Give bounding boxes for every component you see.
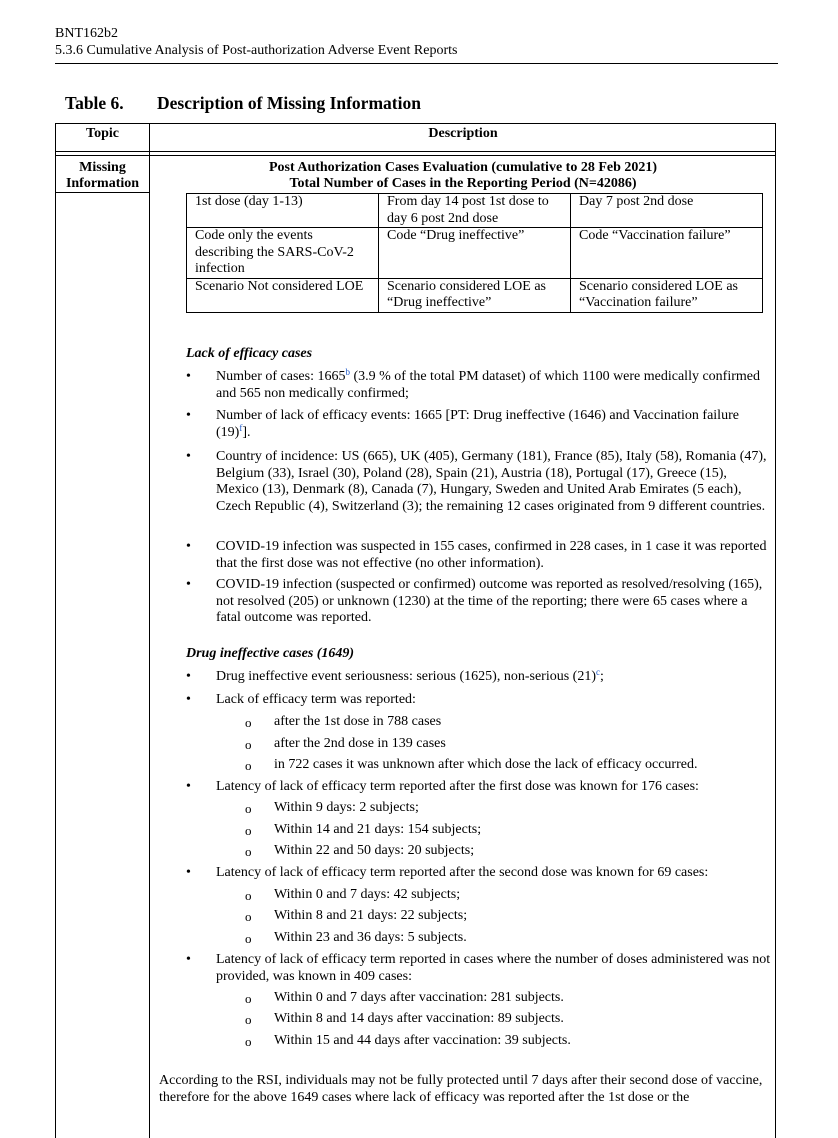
list-item: COVID-19 infection was suspected in 155 cases, confirmed in 228 cases, in 1 case it was reported that the first dose was not effective (no other information). [216,539,767,571]
topic-column-header: Topic [86,126,119,141]
sub-list-item: Within 9 days: 2 subjects; [274,800,419,815]
table-number: Table 6. [65,93,124,113]
list-item: Latency of lack of efficacy term reported after the second dose was known for 69 cases: [216,865,709,880]
sub-bullet-icon: o [245,844,252,859]
document-header [55,25,457,59]
evaluation-heading-line2: Total Number of Cases in the Reporting Period (N=42086) [289,176,637,191]
header-rule [55,63,778,64]
table-cell: Code only the events describing the SARS-CoV-2 infection [187,228,379,279]
table-caption-text: Description of Missing Information [157,93,421,113]
sub-bullet-icon: o [245,715,252,730]
topic-cell-line2: Information [65,176,140,191]
sub-list-item: Within 8 and 14 days after vaccination: 89 subjects. [274,1011,564,1026]
list-item: Number of cases: 1665$^b$ (3.9 % of the total PM dataset) of which 1100 were medically confirmed and 565 non medically confirmed; [216,367,760,401]
sub-list-item: in 722 cases it was unknown after which dose the lack of efficacy occurred. [274,757,698,772]
bullet-icon: • [186,369,191,384]
section-title: 5.3.6 Cumulative Analysis of Post-authorization Adverse Event Reports [55,43,458,58]
sub-bullet-icon: o [245,758,252,773]
list-item: Drug ineffective event seriousness: serious (1625), non-serious $(21)^c$; [216,667,604,684]
sub-bullet-icon: o [245,909,252,924]
bullet-icon: • [186,692,191,707]
sub-list-item: after the 2nd dose in 139 cases [274,736,446,751]
table-cell: Code “Vaccination failure” [571,228,763,279]
table-row [187,194,763,228]
table-caption [65,93,421,114]
table-cell: Scenario Not considered LOE [187,278,379,312]
table-cell: Scenario considered LOE as “Vaccination failure” [571,278,763,312]
sub-list-item: Within 8 and 21 days: 22 subjects; [274,908,468,923]
table-cell: Code “Drug ineffective” [379,228,571,279]
bullet-icon: • [186,539,191,554]
sub-bullet-icon: o [245,1012,252,1027]
table-row [187,228,763,279]
sub-list-item: Within 15 and 44 days after vaccination: 39 subjects. [274,1033,571,1048]
topic-cell-line1: Missing [79,160,126,175]
list-item: Country of incidence: US (665), UK (405), Germany (181), France (85), Italy (58), Romania (47), Belgium (33), Israel (30), Poland (28), Spain (21), Austria (18), Portugal (17), Greece (15), Mexico (13), Denmark (8), Canada (7), Hungary, Sweden and United Arab Emirates (5 each), Czech Republic (4), Switzerland (3); the remaining 12 cases originated from 9 different countries. [216,449,767,514]
coding-scenario-table [186,193,763,313]
list-item: Latency of lack of efficacy term reported in cases where the number of doses administered was not provided, was known in 409 cases: [216,952,771,984]
column-divider [149,123,150,1138]
closing-paragraph: According to the RSI, individuals may not be fully protected until 7 days after their second dose of vaccine, therefore for the above 1649 cases where lack of efficacy was reported after the 1st dose or the [159,1073,763,1105]
sub-bullet-icon: o [245,737,252,752]
table-cell: Day 7 post 2nd dose [571,194,763,228]
sub-bullet-icon: o [245,991,252,1006]
sub-list-item: Within 0 and 7 days after vaccination: 281 subjects. [274,990,564,1005]
sub-list-item: Within 22 and 50 days: 20 subjects; [274,843,475,858]
sub-bullet-icon: o [245,931,252,946]
list-item: Number of lack of efficacy events: 1665 [PT: Drug ineffective (1646) and Vaccination failure $(19)^f$]. [216,408,739,440]
bullet-icon: • [186,865,191,880]
bullet-icon: • [186,952,191,967]
sub-list-item: Within 23 and 36 days: 5 subjects. [274,930,467,945]
sub-list-item: Within 0 and 7 days: 42 subjects; [274,887,461,902]
table-row [187,278,763,312]
list-item: Latency of lack of efficacy term reported after the first dose was known for 176 cases: [216,779,699,794]
description-column-header: Description [428,126,498,141]
bullet-icon: • [186,669,191,684]
sub-bullet-icon: o [245,823,252,838]
evaluation-heading [150,160,776,192]
product-name: BNT162b2 [55,26,118,41]
sub-bullet-icon: o [245,888,252,903]
sub-list-item: Within 14 and 21 days: 154 subjects; [274,822,482,837]
list-item: Lack of efficacy term was reported: [216,692,416,707]
list-item: COVID-19 infection (suspected or confirmed) outcome was reported as resolved/resolving (165), not resolved (205) or unknown (1230) at the time of the reporting; there were 65 cases where a fatal outcome was reported. [216,577,763,625]
bullet-icon: • [186,779,191,794]
sub-bullet-icon: o [245,1034,252,1049]
sub-bullet-icon: o [245,801,252,816]
topic-row-divider [55,192,150,193]
sub-list-item: after the 1st dose in 788 cases [274,714,442,729]
table-cell: From day 14 post 1st dose to day 6 post 2nd dose [379,194,571,228]
bullet-icon: • [186,408,191,423]
lack-of-efficacy-heading: Lack of efficacy cases [186,346,313,361]
drug-ineffective-heading: Drug ineffective cases (1649) [186,646,355,661]
bullet-icon: • [186,577,191,592]
bullet-icon: • [186,449,191,464]
evaluation-heading-line1: Post Authorization Cases Evaluation (cumulative to 28 Feb 2021) [268,160,658,175]
table-cell: Scenario considered LOE as “Drug ineffective” [379,278,571,312]
table-cell: 1st dose (day 1-13) [187,194,379,228]
topic-cell [55,160,150,192]
header-row-divider-double [55,155,776,156]
header-row-divider [55,151,776,152]
